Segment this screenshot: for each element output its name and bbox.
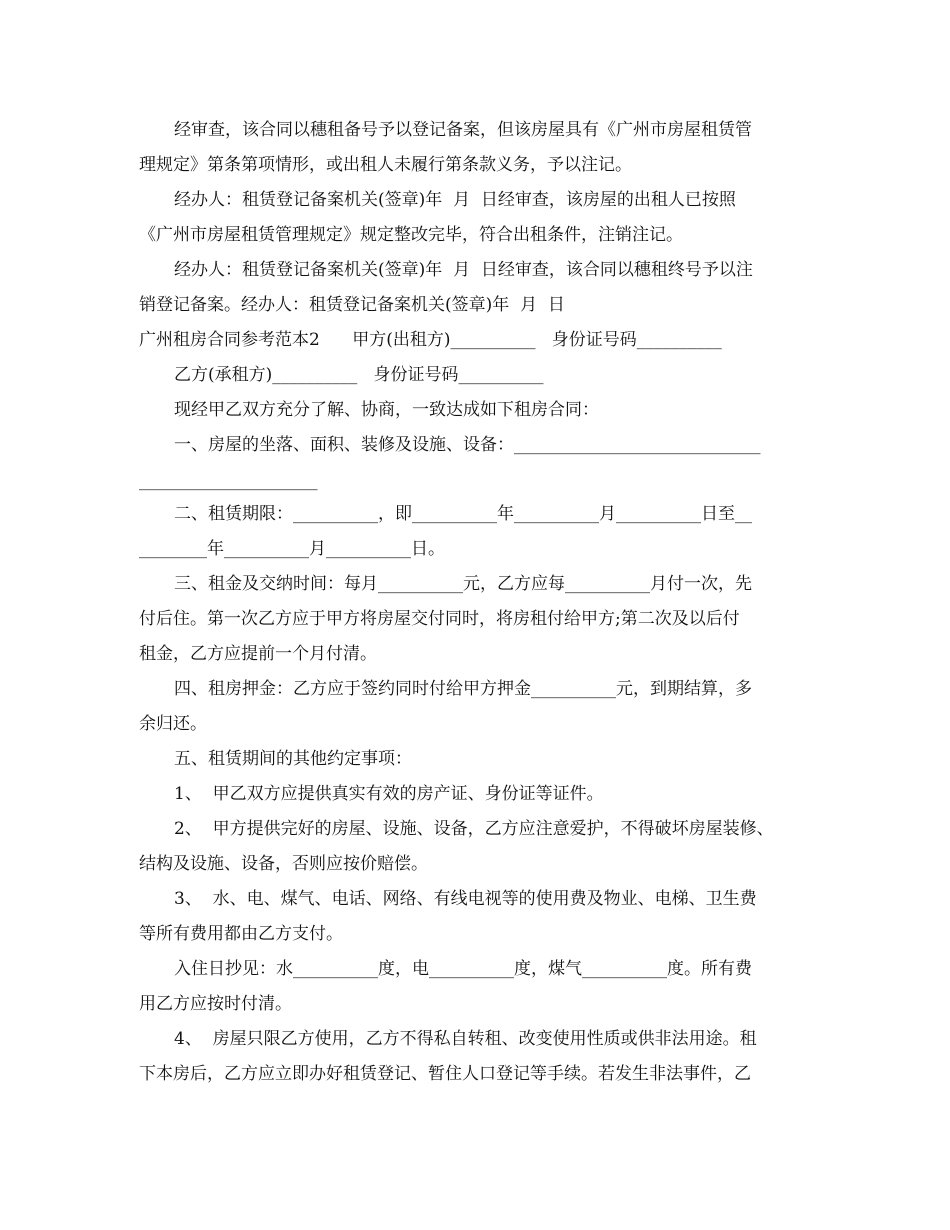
paragraph-line: 《广州市房屋租赁管理规定》规定整改完毕，符合出租条件，注销注记。 <box>139 225 683 245</box>
paragraph-line: 余归还。 <box>139 714 207 734</box>
paragraph-line: 乙方(承租方)__________ 身份证号码__________ <box>174 365 544 385</box>
paragraph-line: 下本房后，乙方应立即办好租赁登记、暂住人口登记等手续。若发生非法事件，乙 <box>139 1064 751 1084</box>
paragraph-line: ________年__________月__________日。 <box>139 539 445 559</box>
paragraph-line: 租金，乙方应提前一个月付清。 <box>139 644 377 664</box>
paragraph-line: 付后住。第一次乙方应于甲方将房屋交付同时，将房租付给甲方;第二次及以后付 <box>139 609 740 629</box>
paragraph-line: 2、 甲方提供完好的房屋、设施、设备，乙方应注意爱护，不得破坏房屋装修、 <box>174 819 774 839</box>
paragraph-line: 广州租房合同参考范本2 甲方(出租方)__________ 身份证号码__________ <box>139 330 722 350</box>
paragraph-line: 理规定》第条第项情形，或出租人未履行第条款义务，予以注记。 <box>139 155 632 175</box>
paragraph-line: 现经甲乙双方充分了解、协商，一致达成如下租房合同： <box>174 400 599 420</box>
paragraph-line: 1、 甲乙双方应提供真实有效的房产证、身份证等证件。 <box>174 784 604 804</box>
paragraph-line: 等所有费用都由乙方支付。 <box>139 924 343 944</box>
paragraph-line: 四、租房押金：乙方应于签约同时付给甲方押金__________元，到期结算，多 <box>174 679 752 699</box>
paragraph-line: 3、 水、电、煤气、电话、网络、有线电视等的使用费及物业、电梯、卫生费 <box>174 889 757 909</box>
paragraph-line: 用乙方应按时付清。 <box>139 994 292 1014</box>
paragraph-line: 销登记备案。经办人：租赁登记备案机关(签章)年 月 日 <box>139 295 565 315</box>
paragraph-line: 结构及设施、设备，否则应按价赔偿。 <box>139 854 428 874</box>
paragraph-line: 一、房屋的坐落、面积、装修及设施、设备：_____________________________ <box>174 435 761 455</box>
paragraph-line: 入住日抄见：水__________度，电__________度，煤气__________度。所有费 <box>174 959 752 979</box>
paragraph-line: 五、租赁期间的其他约定事项： <box>174 749 412 769</box>
paragraph-line: _____________________ <box>139 471 318 491</box>
paragraph-line: 三、租金及交纳时间：每月__________元，乙方应每__________月付一次，先 <box>174 574 752 594</box>
paragraph-line: 经审查，该合同以穗租备号予以登记备案，但该房屋具有《广州市房屋租赁管 <box>174 120 752 140</box>
paragraph-line: 经办人：租赁登记备案机关(签章)年 月 日经审查，该合同以穗租终号予以注 <box>174 260 753 280</box>
paragraph-line: 二、租赁期限：__________，即__________年__________月__________日至__ <box>174 504 752 524</box>
paragraph-line: 经办人：租赁登记备案机关(签章)年 月 日经审查，该房屋的出租人已按照 <box>174 190 736 210</box>
paragraph-line: 4、 房屋只限乙方使用，乙方不得私自转租、改变使用性质或供非法用途。租 <box>174 1029 757 1049</box>
